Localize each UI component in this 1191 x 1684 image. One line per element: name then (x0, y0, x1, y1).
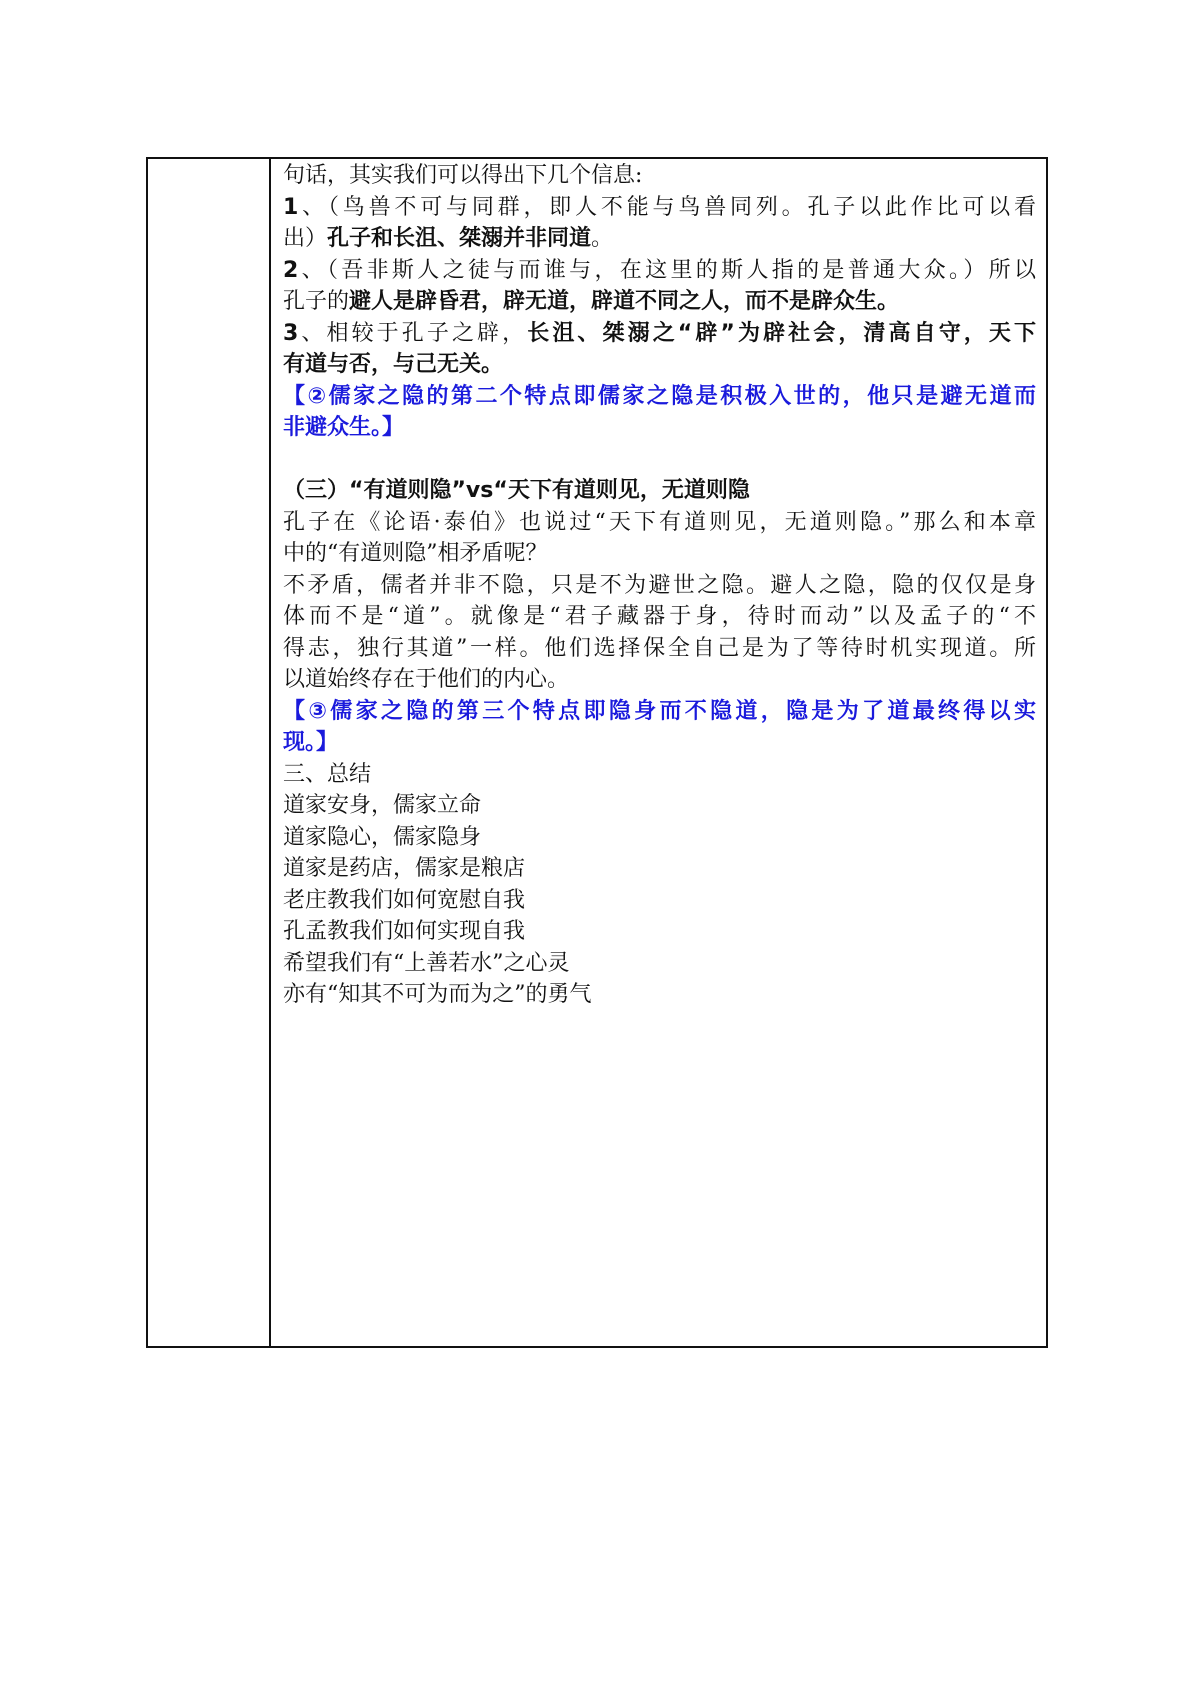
point1-text-line2-bold: 孔子和长沮、桀溺并非同道 (327, 226, 592, 251)
summary-line: 老庄教我们如何宽慰自我 (283, 887, 526, 913)
section3-heading: （三）“有道则隐”vs“天下有道则见，无道则隐 (283, 478, 750, 503)
point3-line2 (283, 349, 1036, 381)
point2-text-line2-bold: 避人是辟昏君，辟无道，辟道不同之人，而不是辟众生。 (349, 289, 900, 314)
summary-line: 孔孟教我们如何实现自我 (283, 919, 526, 944)
highlight3-line2: 现。】 (283, 730, 339, 755)
point1-number: 1 (283, 194, 299, 220)
section3-p2-line1: 不矛盾，儒者并非不隐，只是不为避世之隐。避人之隐，隐的仅仅是身 (283, 572, 1036, 598)
point2-text-line1: 、（吾非斯人之徒与而谁与，在这里的斯人指的是普通大众。）所以 (298, 257, 1036, 283)
highlight2-line2: 非避众生。】 (283, 415, 405, 440)
summary-heading: 三、总结 (283, 761, 372, 787)
point2-number: 2 (283, 257, 299, 283)
point1-line2 (283, 223, 1036, 255)
point3-text-line1-bold: 长沮、桀溺之“辟”为辟社会，清高自守，天下 (527, 320, 1036, 346)
section3-p1-line2: 中的“有道则隐”相矛盾呢？ (283, 541, 548, 566)
lesson-table (146, 157, 1048, 1348)
section3-p1-line1: 孔子在《论语·泰伯》也说过“天下有道则见，无道则隐。”那么和本章 (283, 509, 1036, 535)
summary-line: 道家隐心，儒家隐身 (283, 824, 482, 850)
summary-line: 道家是药店，儒家是粮店 (283, 856, 526, 881)
point2-text-line2-plain: 孔子的 (283, 289, 350, 314)
highlight2-line1: 【②儒家之隐的第二个特点即儒家之隐是积极入世的，他只是避无道而 (283, 383, 1036, 409)
point3-line1 (283, 318, 1036, 350)
point1-text-line2-plain: 出） (283, 226, 328, 251)
point1-text-line1: 、（鸟兽不可与同群，即人不能与鸟兽同列。孔子以此作比可以看 (298, 194, 1036, 220)
point1-line1 (283, 192, 1036, 224)
section3-p2-line2: 体而不是“道”。就像是“君子藏器于身，待时而动”以及孟子的“不 (283, 604, 1036, 629)
table-content-cell (273, 159, 1046, 1346)
section3-p2-line4: 以道始终存在于他们的内心。 (283, 667, 570, 692)
point2-line1 (283, 255, 1036, 287)
intro-line: 句话，其实我们可以得出下几个信息: (283, 163, 643, 188)
point3-text-line1-plain: 、相较于孔子之辟， (298, 320, 528, 346)
summary-line: 希望我们有“上善若水”之心灵 (283, 950, 570, 976)
summary-line: 亦有“知其不可为而为之”的勇气 (283, 982, 592, 1007)
table-left-cell (148, 159, 271, 1346)
point1-text-line2-end: 。 (591, 226, 614, 251)
highlight3-line1: 【③儒家之隐的第三个特点即隐身而不隐道，隐是为了道最终得以实 (283, 698, 1036, 724)
point3-number: 3 (283, 320, 299, 346)
summary-line: 道家安身，儒家立命 (283, 793, 482, 818)
spacer (283, 444, 1036, 476)
section3-p2-line3: 得志，独行其道”一样。他们选择保全自己是为了等待时机实现道。所 (283, 635, 1036, 661)
point2-line2 (283, 286, 1036, 318)
point3-text-line2-bold: 有道与否，与己无关。 (283, 352, 504, 377)
